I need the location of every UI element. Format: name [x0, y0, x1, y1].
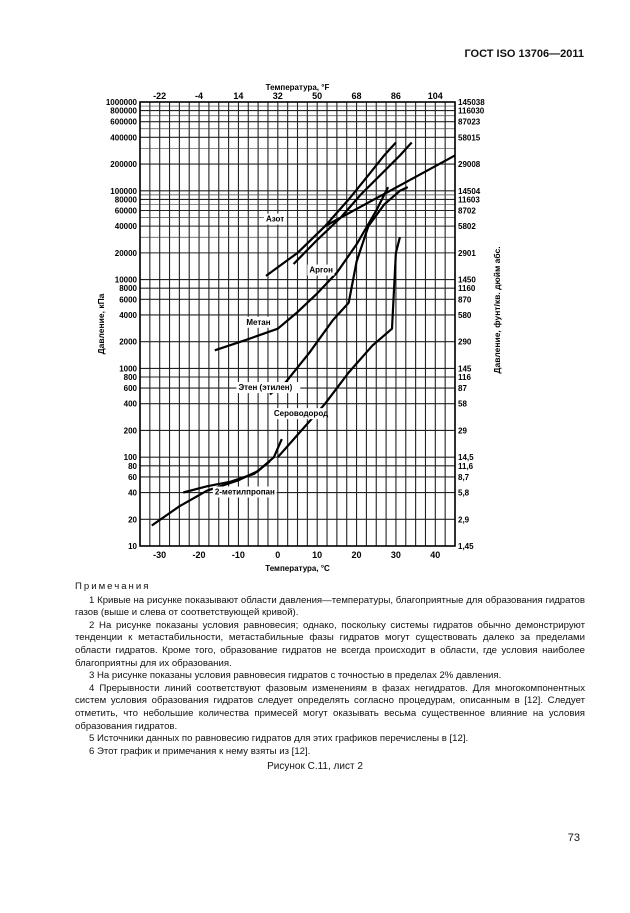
series-line [152, 439, 282, 525]
y-tick-label: 80 [128, 461, 137, 471]
y-tick-label: 400000 [110, 133, 137, 143]
note-item: 2 На рисунке показаны условия равновесия; однако, поскольку системы гидратов обычно демонстрируют тенденции к метастабильности, метастабильные фазы гидратов могут существовать далеко за пределами области гидратов. Кроме того, образование гидратов не всегда происходит в области, где условия наиболее благоприятны для их образования. [75, 619, 585, 669]
note-item: 1 Кривые на рисунке показывают области давления—температуры, благоприятные для образования гидратов газов (выше и слева от соответствующей кривой). [75, 594, 585, 619]
y-tick-label: 60000 [114, 206, 137, 216]
y-tick-label: 20000 [114, 248, 137, 258]
series-label: Аргон [309, 265, 333, 275]
y-tick-label: 6000 [119, 295, 137, 305]
y-tick-label: 1000 [119, 364, 137, 374]
y2-tick-label: 11,6 [458, 461, 474, 471]
y-tick-label: 1000000 [105, 98, 137, 107]
y2-tick-label: 87 [458, 384, 467, 394]
x2-axis-title: Температура, °F [265, 83, 330, 92]
y2-tick-label: 2901 [458, 248, 476, 258]
y-tick-label: 200 [123, 426, 137, 436]
y2-tick-label: 1,45 [458, 542, 474, 551]
y2-tick-label: 58015 [458, 133, 481, 143]
y-tick-label: 100 [123, 453, 137, 463]
y2-tick-label: 290 [458, 337, 472, 347]
x2-tick-label: 86 [390, 91, 401, 101]
y-tick-label: 10 [128, 542, 137, 551]
note-item: 3 На рисунке показаны условия равновесия гидратов с точностью в пределах 2% давления. [89, 670, 502, 682]
y-tick-label: 400 [123, 399, 137, 409]
note-item: 5 Источники данных по равновесию гидратов для этих графиков перечислены в [12]. [89, 733, 469, 745]
series-line [215, 187, 388, 350]
notes [75, 581, 585, 758]
x2-tick-label: 104 [427, 91, 443, 101]
y-tick-label: 10000 [114, 275, 137, 285]
y2-tick-label: 580 [458, 310, 472, 320]
y-tick-label: 40 [128, 488, 137, 498]
y2-tick-label: 11603 [458, 195, 480, 205]
y-tick-label: 800 [123, 373, 137, 383]
x-tick-label: 20 [351, 550, 362, 560]
x-tick-label: 0 [275, 550, 281, 560]
y-tick-label: 600000 [110, 117, 137, 127]
y-tick-label: 4000 [119, 310, 137, 320]
page-number: 73 [567, 832, 580, 844]
x-axis-title: Температура, °С [265, 564, 330, 573]
series-label: 2-метилпропан [214, 487, 275, 497]
note-item: 4 Прерывности линий соответствуют фазовым изменениям в фазах негидратов. Для многокомпонентных систем условия образования гидратов следует определять согласно процедурам, описанным в [12]. Следует отметить, что небольшие количества примесей могут оказывать весьма существенное влияние на условия образования гидратов. [75, 682, 585, 732]
y2-tick-label: 1450 [458, 275, 476, 285]
y2-tick-label: 8,7 [458, 472, 470, 482]
y-tick-label: 2000 [119, 337, 137, 347]
y2-tick-label: 5802 [458, 222, 476, 232]
x-tick-label: -30 [153, 550, 167, 560]
y2-tick-label: 14,5 [458, 453, 474, 463]
figure-caption: Рисунок С.11, лист 2 [267, 761, 363, 772]
y2-tick-label: 116 [458, 373, 471, 383]
y2-tick-label: 14504 [458, 186, 481, 196]
x-tick-label: -10 [231, 550, 245, 560]
y2-tick-label: 8702 [458, 206, 476, 216]
series-line [294, 143, 412, 265]
y-tick-label: 80000 [114, 195, 137, 205]
y2-tick-label: 29 [458, 426, 467, 436]
x2-tick-label: -22 [153, 91, 167, 101]
x2-tick-label: -4 [195, 91, 204, 101]
x2-tick-label: 50 [312, 91, 323, 101]
x-tick-label: 40 [430, 550, 441, 560]
y2-tick-label: 58 [458, 399, 467, 409]
note-item: 6 Этот график и примечания к нему взяты из [12]. [89, 745, 311, 757]
x2-tick-label: 68 [351, 91, 362, 101]
y-tick-label: 600 [123, 384, 137, 394]
y2-tick-label: 5,8 [458, 488, 470, 498]
y2-tick-label: 116030 [458, 106, 485, 116]
x-tick-label: 10 [312, 550, 323, 560]
series-label: Этен (этилен) [238, 383, 293, 393]
y-tick-label: 100000 [110, 186, 137, 196]
document-code: ГОСТ ISO 13706—2011 [464, 48, 584, 60]
y2-tick-label: 1160 [458, 284, 476, 294]
y-tick-label: 60 [128, 472, 137, 482]
x2-tick-label: 14 [233, 91, 244, 101]
x-tick-label: 30 [390, 550, 401, 560]
y-axis-title: Давление, кПа [96, 293, 106, 355]
series-label: Сероводород [273, 409, 329, 419]
x2-tick-label: 32 [272, 91, 283, 101]
series-label: Азот [266, 214, 285, 224]
y-tick-label: 800000 [110, 106, 137, 116]
y2-tick-label: 145038 [458, 98, 485, 107]
y-tick-label: 200000 [110, 160, 137, 170]
y2-tick-label: 870 [458, 295, 472, 305]
y-tick-label: 20 [128, 515, 137, 525]
y-tick-label: 40000 [114, 222, 137, 232]
notes-title: Примечания [75, 581, 151, 592]
y2-axis-title: Давление, фунт/кв. дюйм абс. [492, 246, 502, 374]
y-tick-label: 8000 [119, 284, 137, 294]
series-label: Метан [246, 317, 271, 327]
x-tick-label: -20 [192, 550, 206, 560]
y2-tick-label: 87023 [458, 117, 481, 127]
y2-tick-label: 2,9 [458, 515, 470, 525]
y2-tick-label: 145 [458, 364, 472, 374]
y2-tick-label: 29008 [458, 160, 481, 170]
